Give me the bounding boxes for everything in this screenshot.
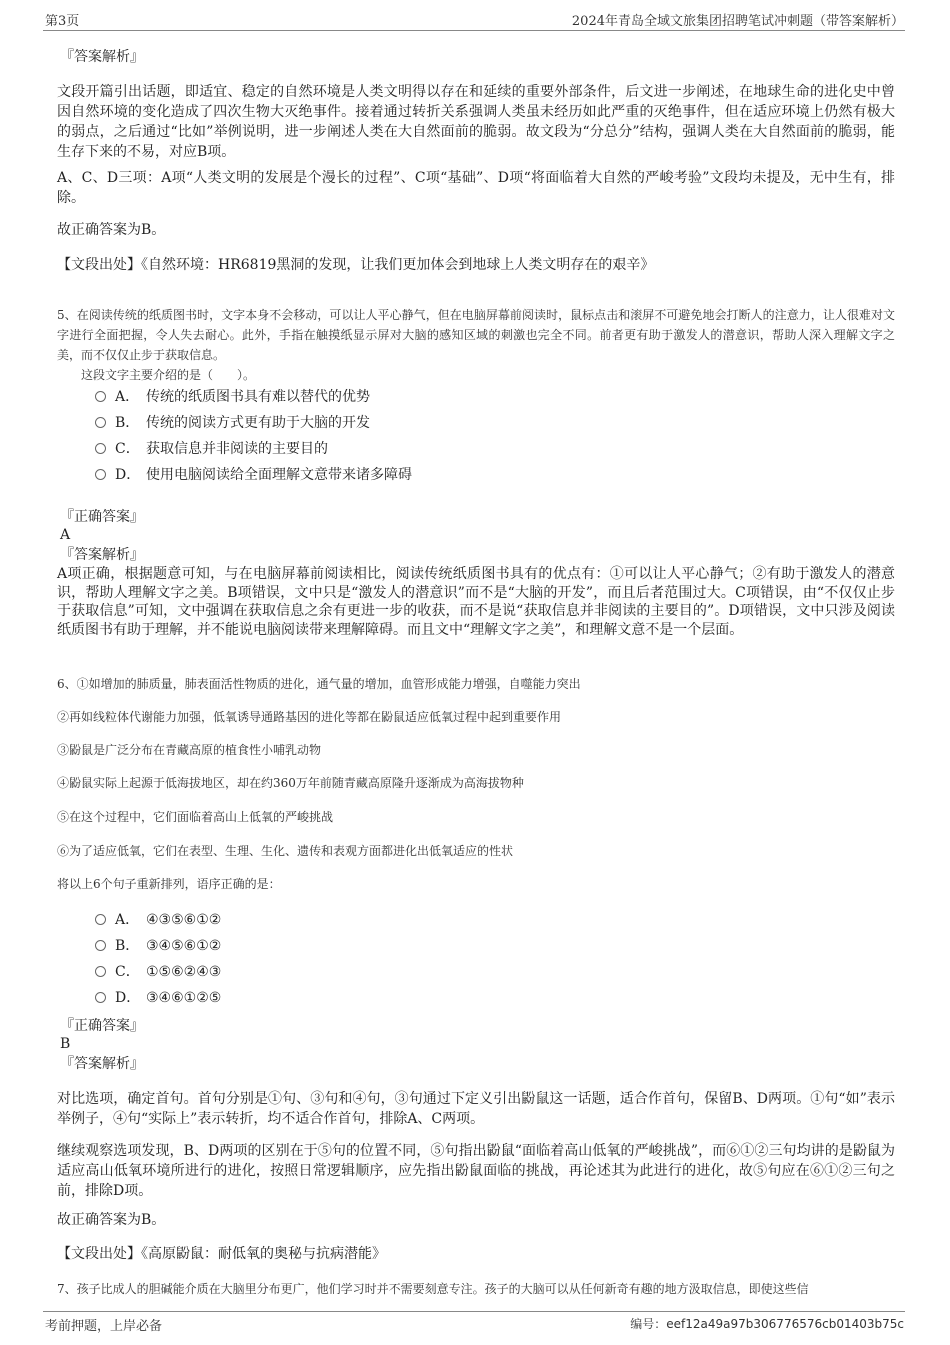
- q7-stem: 7、孩子比成人的胆碱能介质在大脑里分布更广，他们学习时并不需要刻意专注。孩子的大脑可以从任何新奇有趣的地方汲取信息，即使这些信: [57, 1282, 809, 1296]
- q6-sentence-2: ②再如线粒体代谢能力加强，低氧诱导通路基因的进化等都在鼢鼠适应低氧过程中起到重要作用: [57, 710, 562, 724]
- q6-question: 将以上6个句子重新排列，语序正确的是：: [57, 877, 281, 891]
- radio-icon[interactable]: [95, 443, 106, 454]
- q4-analysis-p3: 故正确答案为B。: [57, 222, 166, 238]
- q6-answer-label: 『正确答案』: [60, 1018, 144, 1034]
- q5-option-c[interactable]: C． 获取信息并非阅读的主要目的: [95, 439, 328, 459]
- footer-slogan: 考前押题，上岸必备: [45, 1319, 163, 1334]
- radio-icon[interactable]: [95, 914, 106, 925]
- q5-option-a[interactable]: A． 传统的纸质图书具有难以替代的优势: [95, 387, 370, 407]
- q5-question: 这段文字主要介绍的是（ ）。: [81, 368, 256, 382]
- q4-source: 【文段出处】《自然环境：HR6819黑洞的发现，让我们更加体会到地球上人类文明存在的艰辛》: [57, 257, 655, 273]
- radio-icon[interactable]: [95, 417, 106, 428]
- q6-analysis-p3: 故正确答案为B。: [57, 1212, 166, 1228]
- q5-stem: 5、在阅读传统的纸质图书时，文字本身不会移动，可以让人平心静气，但在电脑屏幕前阅读时，鼠标点击和滚屏不可避免地会打断人的注意力，让人很难对文字进行全面把握，令人失去耐心。此外，手指在触摸纸显示屏对大脑的感知区域的刺激也完全不同。前者更有助于激发人的潜意识，帮助人深入理解文字之美，而不仅仅止步于获取信息。: [57, 308, 895, 362]
- q5-analysis: A项正确，根据题意可知，与在电脑屏幕前阅读相比，阅读传统纸质图书具有的优点有：①可以让人平心静气；②有助于激发人的潜意识，帮助人理解文字之美。B项错误，文中只是“激发人的潜意识”而不是“大脑的开发”，而且后者范围过大。C项错误，由“不仅仅止步于获取信息”可知，文中强调在获取信息之余有更进一步的收获，而不是说“获取信息并非阅读的主要目的”。D项错误，文中只涉及阅读纸质图书有助于理解，并不能说电脑阅读带来理解障碍。而且文中“理解文字之美”，和理解文意不是一个层面。: [57, 566, 895, 638]
- q4-analysis-label: 『答案解析』: [60, 49, 144, 65]
- page-number: 第3页: [45, 14, 80, 29]
- q6-option-d[interactable]: D． ③④⑥①②⑤: [95, 988, 221, 1008]
- document-id: 编号：eef12a49a97b306776576cb01403b75c: [630, 1317, 904, 1331]
- document-title: 2024年青岛全域文旅集团招聘笔试冲刺题（带答案解析）: [571, 14, 904, 29]
- radio-icon[interactable]: [95, 992, 106, 1003]
- q6-sentence-4: ④鼢鼠实际上起源于低海拔地区，却在约360万年前随青藏高原隆升逐渐成为高海拔物种: [57, 776, 524, 790]
- q6-analysis-p1: 对比选项，确定首句。首句分别是①句、③句和④句，③句通过下定义引出鼢鼠这一话题，适合作首句，保留B、D两项。①句“如”表示举例子，④句“实际上”表示转折，均不适合作首句，排除A、C两项。: [57, 1091, 895, 1127]
- header-divider: [43, 30, 905, 31]
- q4-analysis-p1: 文段开篇引出话题，即适宜、稳定的自然环境是人类文明得以存在和延续的重要外部条件，后文进一步阐述，在地球生命的进化史中曾因自然环境的变化造成了四次生物大灭绝事件。接着通过转折关系强调人类虽未经历如此严重的灭绝事件，但在适应环境上仍然有极大的弱点，之后通过“比如”举例说明，进一步阐述人类在大自然面前的脆弱。故文段为“分总分”结构，强调人类在大自然面前的脆弱，能生存下来的不易，对应B项。: [57, 84, 895, 160]
- q5-option-d[interactable]: D． 使用电脑阅读给全面理解文意带来诸多障碍: [95, 465, 412, 485]
- q6-sentence-3: ③鼢鼠是广泛分布在青藏高原的植食性小哺乳动物: [57, 743, 322, 757]
- q6-analysis-p2: 继续观察选项发现，B、D两项的区别在于⑤句的位置不同，⑤句指出鼢鼠“面临着高山低氧的严峻挑战”，而⑥①②三句均讲的是鼢鼠为适应高山低氧环境所进行的进化，按照日常逻辑顺序，应先指出鼢鼠面临的挑战，再论述其为此进行的进化，故⑤句应在⑥①②三句之前，排除D项。: [57, 1143, 895, 1199]
- footer-divider: [43, 1311, 905, 1312]
- q5-answer: A: [60, 527, 71, 543]
- q6-source: 【文段出处】《高原鼢鼠：耐低氧的奥秘与抗病潜能》: [57, 1246, 386, 1262]
- radio-icon[interactable]: [95, 940, 106, 951]
- q6-sentence-6: ⑥为了适应低氧，它们在表型、生理、生化、遗传和表观方面都进化出低氧适应的性状: [57, 844, 514, 858]
- q5-option-b[interactable]: B． 传统的阅读方式更有助于大脑的开发: [95, 413, 370, 433]
- q6-answer: B: [60, 1036, 71, 1052]
- q6-sentence-1: 6、①如增加的肺质量，肺表面活性物质的进化，通气量的增加，血管形成能力增强，自噬能力突出: [57, 677, 581, 691]
- q6-option-c[interactable]: C． ①⑤⑥②④③: [95, 962, 221, 982]
- q6-analysis-label: 『答案解析』: [60, 1056, 144, 1072]
- radio-icon[interactable]: [95, 469, 106, 480]
- q6-option-b[interactable]: B． ③④⑤⑥①②: [95, 936, 221, 956]
- q6-sentence-5: ⑤在这个过程中，它们面临着高山上低氧的严峻挑战: [57, 810, 334, 824]
- radio-icon[interactable]: [95, 966, 106, 977]
- radio-icon[interactable]: [95, 391, 106, 402]
- q4-analysis-p2: A、C、D三项：A项“人类文明的发展是个漫长的过程”、C项“基础”、D项“将面临着大自然的严峻考验”文段均未提及，无中生有，排除。: [57, 170, 895, 206]
- q6-option-a[interactable]: A． ④③⑤⑥①②: [95, 910, 221, 930]
- q5-analysis-label: 『答案解析』: [60, 547, 144, 563]
- q5-answer-label: 『正确答案』: [60, 509, 144, 525]
